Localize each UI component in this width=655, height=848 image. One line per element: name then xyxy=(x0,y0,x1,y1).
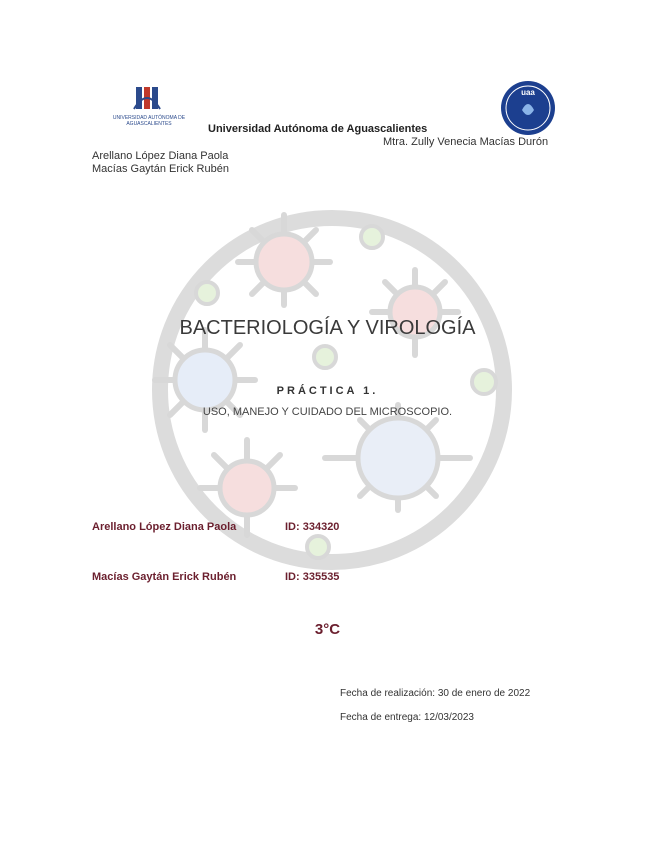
date-entrega: Fecha de entrega: 12/03/2023 xyxy=(340,712,474,723)
author-1: Arellano López Diana Paola xyxy=(92,150,229,162)
group-label: 3°C xyxy=(314,621,341,638)
practice-subtitle: USO, MANEJO Y CUIDADO DEL MICROSCOPIO. xyxy=(202,406,453,418)
virus-right-blue xyxy=(358,418,438,498)
university-logo-text: UNIVERSIDAD AUTÓNOMA DE AGUASCALIENTES xyxy=(112,115,186,127)
virus-left-blue xyxy=(175,350,235,410)
uaa-seal-text: uaa xyxy=(521,88,535,97)
uaa-seal-logo xyxy=(500,80,556,136)
teacher-name: Mtra. Zully Venecia Macías Durón xyxy=(383,136,549,148)
page-title: BACTERIOLOGÍA Y VIROLOGÍA xyxy=(179,317,476,339)
practice-number: PRÁCTICA 1. xyxy=(276,385,379,397)
student-1-name: Arellano López Diana Paola xyxy=(92,521,237,533)
university-logo xyxy=(108,85,190,127)
virus-bottom-pink xyxy=(220,461,274,515)
student-2-name: Macías Gaytán Erick Rubén xyxy=(92,571,237,583)
university-name: Universidad Autónoma de Aguascalientes xyxy=(208,123,428,135)
student-1-id: ID: 334320 xyxy=(285,521,340,533)
date-realizacion: Fecha de realización: 30 de enero de 2022 xyxy=(340,688,531,699)
author-2: Macías Gaytán Erick Rubén xyxy=(92,163,229,175)
student-2-id: ID: 335535 xyxy=(285,571,340,583)
